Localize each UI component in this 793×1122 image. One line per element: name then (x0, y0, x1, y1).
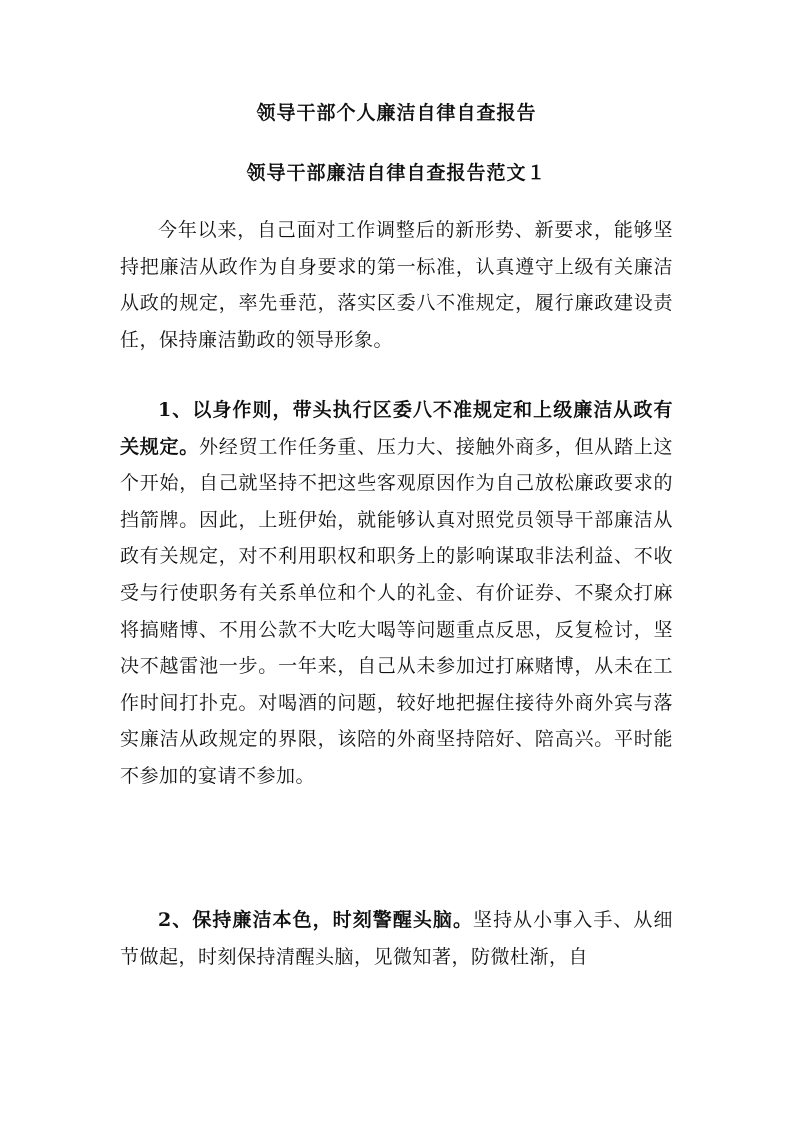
paragraph-text: 坚持从小事入手、从细节做起，时刻保持清醒头脑，见微知著，防微杜渐，自 (120, 909, 673, 968)
paragraph-text: 今年以来，自己面对工作调整后的新形势、新要求，能够坚持把廉洁从政作为自身要求的第一标准，认真遵守上级有关廉洁从政的规定，率先垂范，落实区委八不准规定，履行廉政建设责任，保持廉洁勤政的领导形象。 (120, 219, 673, 351)
paragraph-text: 外经贸工作任务重、压力大、接触外商多，但从踏上这个开始，自己就坚持不把这些客观原因作为自己放松廉政要求的挡箭牌。因此，上班伊始，就能够认真对照党员领导干部廉洁从政有关规定，对不利用职权和职务上的影响谋取非法利益、不收受与行使职务有关系单位和个人的礼金、有价证券、不聚众打麻将搞赌博、不用公款不大吃大喝等问题重点反思，反复检讨，坚决不越雷池一步。一年来，自己从未参加过打麻赌博，从未在工作时间打扑克。对喝酒的问题，较好地把握住接待外商外宾与落实廉洁从政规定的界限，该陪的外商坚持陪好、陪高兴。平时能不参加的宴请不参加。 (120, 435, 673, 787)
paragraph-point-1 (120, 392, 673, 795)
document-subtitle: 领导干部廉洁自律自查报告范文１ (246, 162, 547, 184)
document-title: 领导干部个人廉洁自律自查报告 (256, 102, 537, 124)
paragraph-point-2 (120, 902, 673, 975)
paragraph-lead: 2、保持廉洁本色，时刻警醒头脑。 (158, 909, 474, 931)
paragraph-intro (120, 212, 673, 358)
paragraph-lead: 1、以身作则，带头执行区委八不准规定和上级廉洁从政有关规定。 (120, 399, 673, 458)
